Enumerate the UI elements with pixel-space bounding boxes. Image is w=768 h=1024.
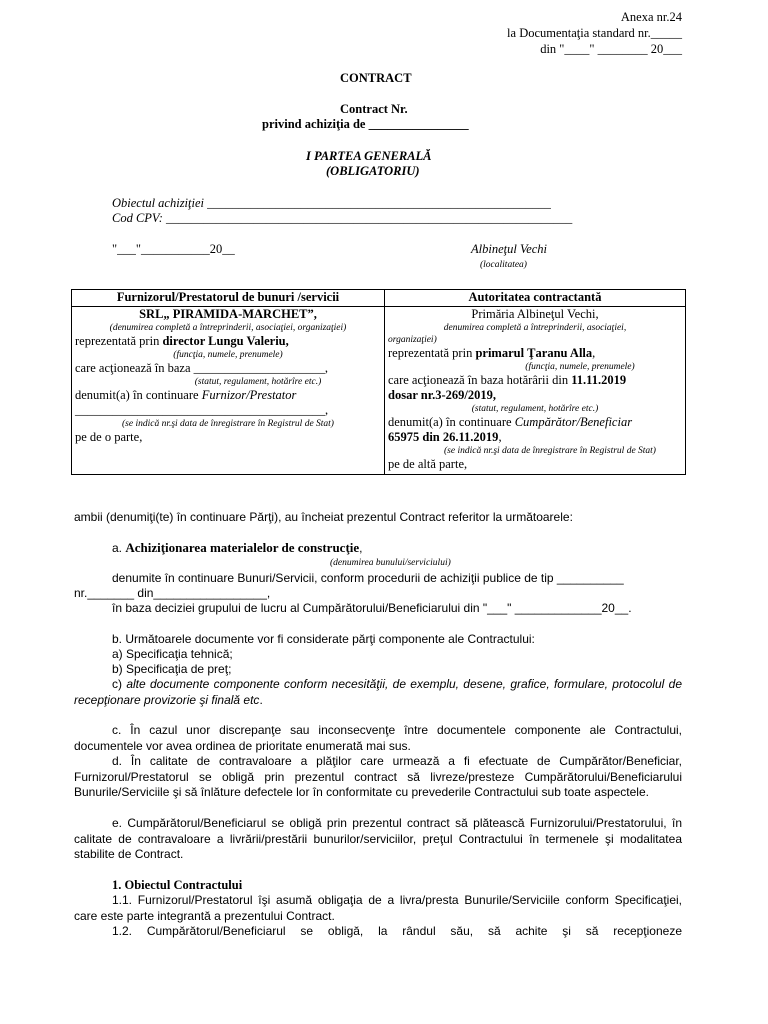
locality-hint: (localitatea) <box>480 260 527 270</box>
acquisition-object-field: Obiectul achiziţiei _______________________________________________________ <box>112 196 551 210</box>
supplier-basis-hint: (statut, regulament, hotărîre etc.) <box>194 377 322 387</box>
clause-a-hint: (denumirea bunului/serviciului) <box>330 558 451 568</box>
contract-date-field: "___"___________20__ <box>112 242 235 256</box>
authority-basis-hint: (statut, regulament, hotărîre etc.) <box>471 404 599 414</box>
authority-name-hint: denumirea completă a întreprinderii, asociaţiei, <box>443 323 627 333</box>
authority-named-as: denumit(a) în continuare Cumpărător/Beneficiar <box>388 415 633 429</box>
authority-party: pe de altă parte, <box>388 457 468 471</box>
clause-1-1: 1.1. Furnizorul/Prestatorul îşi asumă obligaţia de a livra/presta Bunurile/Serviciile conform Specificaţiei, care este parte integrantă a prezentului Contract. <box>74 893 682 923</box>
section-1-title: 1. Obiectul Contractului <box>112 878 243 892</box>
supplier-representative: reprezentată prin director Lungu Valeriu, <box>75 334 289 348</box>
clause-b-intro: b. Următoarele documente vor fi considerate părţi componente ale Contractului: <box>112 632 535 646</box>
supplier-named-as: denumit(a) în continuare Furnizor/Prestator <box>75 388 297 402</box>
clause-b-item-a: a) Specificaţia tehnică; <box>112 647 233 661</box>
clause-a-line3: în baza deciziei grupului de lucru al Cumpărătorului/Beneficiarului din "___" _____________20__. <box>112 601 632 615</box>
supplier-registration-hint: (se indică nr.şi data de înregistrare în Registrul de Stat) <box>122 419 334 429</box>
contract-number: Contract Nr. <box>340 102 408 116</box>
contract-subject: privind achiziţia de ________________ <box>262 117 469 131</box>
documentation-line: la Documentaţia standard nr._____ <box>507 26 682 40</box>
clause-a-title: a. Achiziţionarea materialelor de construcţie, <box>112 540 363 555</box>
clause-a-line2: nr._______ din_________________, <box>74 586 271 600</box>
section-subtitle: (OBLIGATORIU) <box>326 164 420 178</box>
clause-d: d. În calitate de contravaloare a plăţilor care urmează a fi efectuate de Cumpărător/Beneficiar, Furnizorul/Prestatorul se obligă prin prezentul contract să livreze/presteze Cumpărătorului/Beneficiarului Bunurile/Serviciile şi să înlăture defectele lor în conformitate cu prevederile Contractului sub toate aspectele. <box>74 754 682 799</box>
clause-e: e. Cumpărătorul/Beneficiarul se obligă prin prezentul contract să plătească Furnizorului/Prestatorului, în calitate de contravaloare a livrării/prestării bunurilor/serviciilor, preţul Contractului în termenele şi modalitatea stabilite de Contract. <box>74 816 682 861</box>
supplier-representative-hint: (funcţia, numele, prenumele) <box>173 350 283 360</box>
authority-dosar: dosar nr.3-269/2019, <box>388 388 497 402</box>
locality: Albineţul Vechi <box>471 242 548 256</box>
date-line: din "____" ________ 20___ <box>540 42 682 56</box>
authority-name-hint-cont: organizaţiei) <box>388 335 437 345</box>
clause-1-2: 1.2. Cumpărătorul/Beneficiarul se obligă, la rândul său, să achite şi să recepţioneze <box>112 924 682 938</box>
authority-representative: reprezentată prin primarul Ţaranu Alla, <box>388 346 596 360</box>
annex-number: Anexa nr.24 <box>620 10 682 24</box>
supplier-party: pe de o parte, <box>75 430 143 444</box>
supplier-name: SRL„ PIRAMIDA-MARCHET”, <box>139 307 317 321</box>
parties-table <box>71 289 686 475</box>
authority-header: Autoritatea contractantă <box>385 290 686 307</box>
clause-c: c. În cazul unor discrepanţe sau inconsecvenţe între documentele componente ale Contractului, documentele vor avea ordinea de prioritate enumerată mai sus. <box>74 723 682 753</box>
supplier-name-hint: (denumirea completă a întreprinderii, asociaţiei, organizaţiei) <box>109 323 347 333</box>
supplier-header: Furnizorul/Prestatorul de bunuri /servicii <box>72 290 385 307</box>
authority-name: Primăria Albineţul Vechi, <box>471 307 599 321</box>
clause-b-item-c: c) alte documente componente conform necesităţii, de exemplu, desene, grafice, formulare, protocolul de recepţionare provizorie şi finală etc. <box>74 677 682 707</box>
intro-paragraph: ambii (denumiţi(te) în continuare Părţi), au încheiat prezentul Contract referitor la următoarele: <box>74 510 573 524</box>
authority-representative-hint: (funcţia, numele, prenumele) <box>525 362 635 372</box>
authority-registration-hint: (se indică nr.şi data de înregistrare în Registrul de Stat) <box>444 446 656 456</box>
clause-b-item-b: b) Specificaţia de preţ; <box>112 662 232 676</box>
authority-basis: care acţionează în baza hotărârii din 11.11.2019 <box>388 373 627 387</box>
supplier-basis: care acţionează în baza _____________________, <box>75 361 329 375</box>
clause-a-line1: denumite în continuare Bunuri/Servicii, conform procedurii de achiziţii publice de tip __________ <box>112 571 624 585</box>
supplier-registration-line: ________________________________________, <box>75 403 329 417</box>
authority-cell <box>385 307 686 475</box>
section-title: I PARTEA GENERALĂ <box>306 149 432 163</box>
authority-registration: 65975 din 26.11.2019, <box>388 430 502 444</box>
contract-title: CONTRACT <box>340 71 412 85</box>
supplier-cell <box>72 307 385 475</box>
cpv-code-field: Cod CPV: _________________________________________________________________ <box>112 211 573 225</box>
